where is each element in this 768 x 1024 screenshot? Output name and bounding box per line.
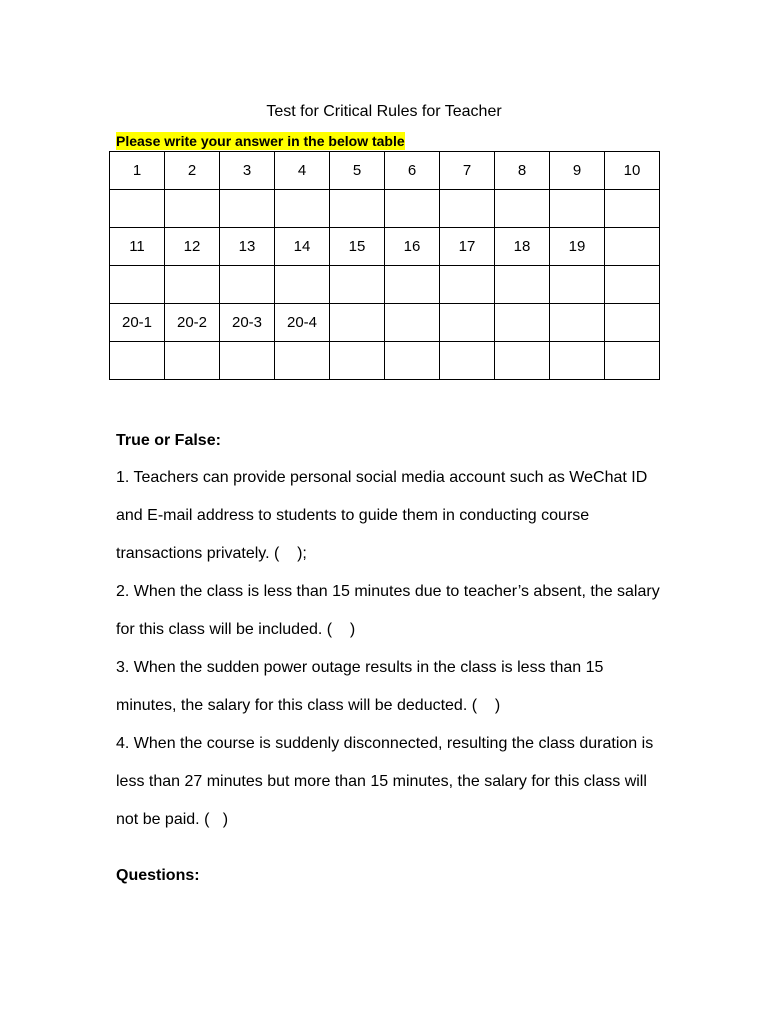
answer-cell[interactable] xyxy=(165,342,220,380)
answer-cell[interactable] xyxy=(110,190,165,228)
question-number-cell xyxy=(330,304,385,342)
question-number-cell: 4 xyxy=(275,152,330,190)
answer-cell[interactable] xyxy=(605,190,660,228)
answer-cell[interactable] xyxy=(605,342,660,380)
question-number-cell xyxy=(495,304,550,342)
true-false-list xyxy=(116,459,661,839)
question-number-cell: 6 xyxy=(385,152,440,190)
question-number-cell: 5 xyxy=(330,152,385,190)
answer-cell[interactable] xyxy=(550,342,605,380)
answer-cell[interactable] xyxy=(495,190,550,228)
answer-cell[interactable] xyxy=(605,266,660,304)
question-number-cell: 10 xyxy=(605,152,660,190)
answer-cell[interactable] xyxy=(440,342,495,380)
answer-cell[interactable] xyxy=(550,266,605,304)
question-number-cell: 14 xyxy=(275,228,330,266)
question-number-cell: 11 xyxy=(110,228,165,266)
true-false-item: 1. Teachers can provide personal social media account such as WeChat ID and E-mail address to students to guide them in conducting course transactions privately. ( ); xyxy=(116,469,648,562)
question-number-cell: 20-1 xyxy=(110,304,165,342)
answer-table-row xyxy=(110,152,660,190)
question-number-cell: 13 xyxy=(220,228,275,266)
answer-cell[interactable] xyxy=(275,190,330,228)
answer-cell[interactable] xyxy=(220,190,275,228)
question-number-cell xyxy=(550,304,605,342)
question-number-cell: 9 xyxy=(550,152,605,190)
true-false-item: 3. When the sudden power outage results in the class is less than 15 minutes, the salary for this class will be deducted. ( ) xyxy=(116,659,604,714)
question-number-cell: 15 xyxy=(330,228,385,266)
answer-table-row xyxy=(110,190,660,228)
question-number-cell: 12 xyxy=(165,228,220,266)
question-number-cell: 7 xyxy=(440,152,495,190)
question-number-cell xyxy=(605,304,660,342)
question-number-cell: 20-3 xyxy=(220,304,275,342)
answer-cell[interactable] xyxy=(330,190,385,228)
question-number-cell: 20-2 xyxy=(165,304,220,342)
answer-table-row xyxy=(110,342,660,380)
answer-cell[interactable] xyxy=(385,266,440,304)
answer-cell[interactable] xyxy=(220,342,275,380)
questions-heading: Questions: xyxy=(116,867,200,884)
answer-cell[interactable] xyxy=(385,342,440,380)
answer-table-row xyxy=(110,228,660,266)
answer-cell[interactable] xyxy=(495,266,550,304)
answer-table-row xyxy=(110,266,660,304)
true-false-item: 4. When the course is suddenly disconnected, resulting the class duration is less than 27 minutes but more than 15 minutes, the salary for this class will not be paid. ( ) xyxy=(116,735,654,828)
answer-cell[interactable] xyxy=(495,342,550,380)
true-false-item: 2. When the class is less than 15 minutes due to teacher’s absent, the salary for this class will be included. ( ) xyxy=(116,583,660,638)
question-number-cell: 2 xyxy=(165,152,220,190)
answer-table xyxy=(109,151,660,380)
true-false-heading: True or False: xyxy=(116,432,221,449)
instruction-highlight: Please write your answer in the below table xyxy=(116,133,405,149)
question-number-cell xyxy=(440,304,495,342)
question-number-cell: 3 xyxy=(220,152,275,190)
question-number-cell: 20-4 xyxy=(275,304,330,342)
question-number-cell: 1 xyxy=(110,152,165,190)
question-number-cell: 17 xyxy=(440,228,495,266)
answer-cell[interactable] xyxy=(440,266,495,304)
answer-cell[interactable] xyxy=(165,266,220,304)
answer-table-row xyxy=(110,304,660,342)
answer-cell[interactable] xyxy=(220,266,275,304)
answer-cell[interactable] xyxy=(330,266,385,304)
answer-cell[interactable] xyxy=(550,190,605,228)
answer-cell[interactable] xyxy=(275,342,330,380)
answer-cell[interactable] xyxy=(165,190,220,228)
answer-cell[interactable] xyxy=(440,190,495,228)
answer-cell[interactable] xyxy=(110,266,165,304)
page-title: Test for Critical Rules for Teacher xyxy=(266,103,502,120)
question-number-cell: 8 xyxy=(495,152,550,190)
question-number-cell: 19 xyxy=(550,228,605,266)
answer-cell[interactable] xyxy=(330,342,385,380)
answer-cell[interactable] xyxy=(385,190,440,228)
question-number-cell xyxy=(385,304,440,342)
question-number-cell xyxy=(605,228,660,266)
answer-cell[interactable] xyxy=(110,342,165,380)
question-number-cell: 16 xyxy=(385,228,440,266)
answer-cell[interactable] xyxy=(275,266,330,304)
question-number-cell: 18 xyxy=(495,228,550,266)
